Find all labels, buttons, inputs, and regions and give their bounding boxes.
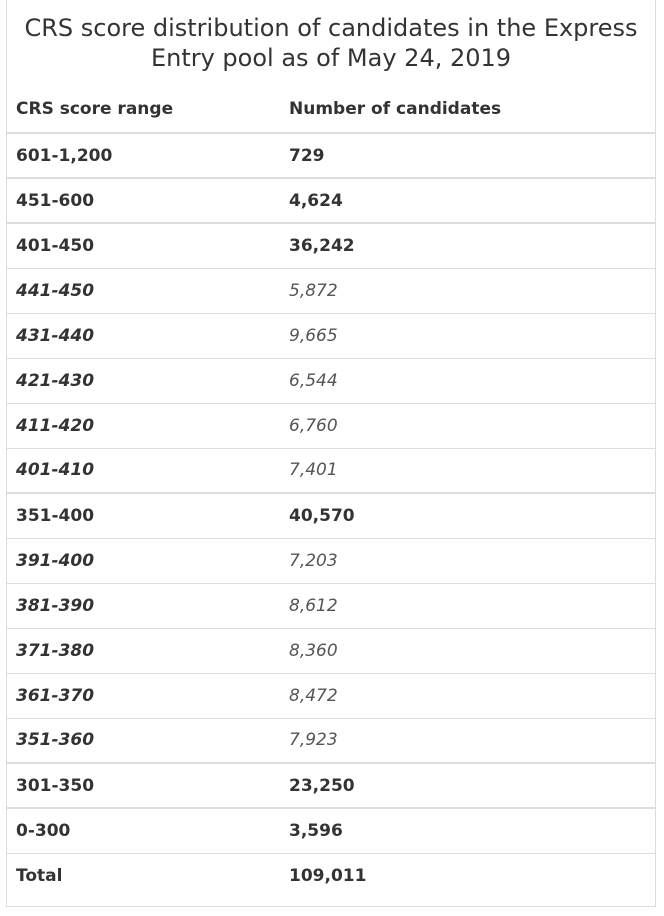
score-range-cell: 451-600 [16,190,95,211]
candidate-count-cell: 8,472 [289,685,338,706]
score-range-cell: 421-430 [16,370,95,391]
table-row [7,178,655,223]
table-row [7,763,655,808]
score-range-cell: 381-390 [16,595,95,616]
candidate-count-cell: 36,242 [289,235,355,256]
score-range-cell: 361-370 [16,685,95,706]
header-row [7,86,655,133]
candidate-count-cell: 4,624 [289,190,343,211]
candidate-count-cell: 23,250 [289,775,355,796]
score-range-cell: 601-1,200 [16,145,113,166]
candidate-count-cell: 3,596 [289,820,343,841]
score-range-cell: 391-400 [16,550,95,571]
candidate-count-cell: 9,665 [289,325,338,346]
candidate-count-cell: 7,923 [289,730,338,751]
score-range-cell: Total [16,865,63,886]
table-container [6,0,656,907]
table-row [7,673,655,718]
score-range-cell: 441-450 [16,280,95,301]
table-row [7,853,655,898]
table-row [7,628,655,673]
candidate-count-cell: 8,360 [289,640,338,661]
score-range-cell: 301-350 [16,775,95,796]
score-range-cell: 0-300 [16,820,71,841]
table-row [7,358,655,403]
score-range-cell: 401-410 [16,460,95,481]
table-row [7,538,655,583]
candidate-count-cell: 6,760 [289,415,338,436]
table-row [7,403,655,448]
score-range-cell: 431-440 [16,325,95,346]
candidate-count-cell: 729 [289,145,325,166]
table-row [7,583,655,628]
score-range-cell: 351-360 [16,730,95,751]
table-row [7,718,655,763]
score-range-cell: 411-420 [16,415,95,436]
table-row [7,448,655,493]
score-range-cell: 351-400 [16,505,95,526]
table-row [7,133,655,178]
header-crs-score-range: CRS score range [16,99,174,119]
table-title: CRS score distribution of candidates in the Express Entry pool as of May 24, 2019 [24,14,638,72]
table-row [7,493,655,538]
candidate-count-cell: 109,011 [289,865,367,886]
table-row [7,808,655,853]
table-row [7,268,655,313]
candidate-count-cell: 7,401 [289,460,338,481]
table-row [7,223,655,268]
table-body [7,133,655,898]
candidate-count-cell: 7,203 [289,550,338,571]
candidate-count-cell: 5,872 [289,280,338,301]
header-number-of-candidates: Number of candidates [289,99,502,119]
candidate-count-cell: 40,570 [289,505,355,526]
candidate-count-cell: 8,612 [289,595,338,616]
score-range-cell: 371-380 [16,640,95,661]
table-row [7,313,655,358]
score-range-cell: 401-450 [16,235,95,256]
candidate-count-cell: 6,544 [289,370,338,391]
crs-distribution-table [7,86,655,898]
